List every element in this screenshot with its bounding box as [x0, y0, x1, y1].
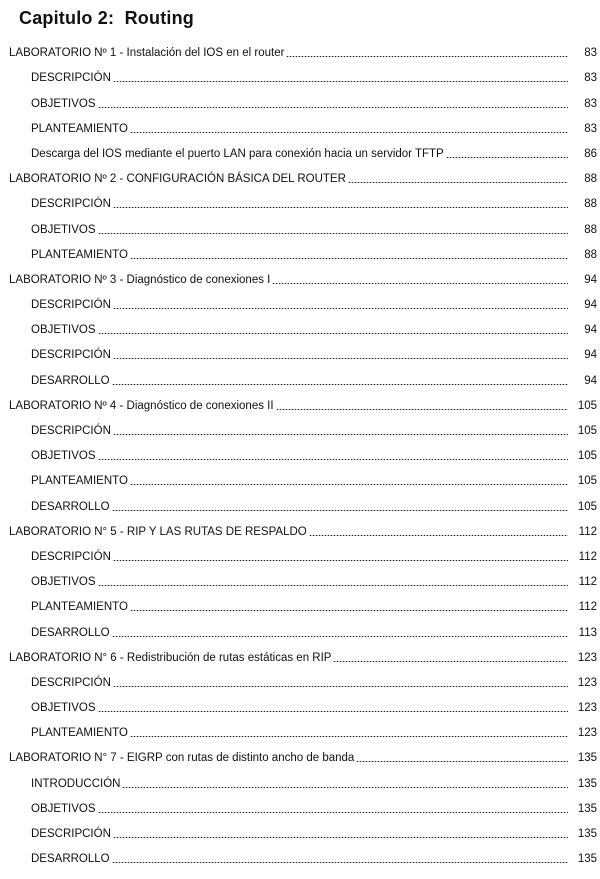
toc-entry-title: LABORATORIO Nº 3 - Diagnóstico de conexiones I — [9, 273, 271, 286]
dot-leader — [348, 182, 568, 183]
toc-entry-page-number: 105 — [577, 450, 597, 463]
toc-section-entry[interactable] — [0, 264, 600, 289]
toc-entry-page-number: 105 — [577, 500, 597, 513]
toc-entry-title: LABORATORIO N° 7 - EIGRP con rutas de distinto ancho de banda — [9, 752, 355, 765]
toc-subsection-entry[interactable] — [0, 440, 600, 465]
toc-entry-page-number: 113 — [578, 626, 597, 639]
toc-entry-title: INTRODUCCIÓN — [31, 777, 121, 790]
toc-entry-page-number: 94 — [584, 299, 597, 312]
toc-entry-page-number: 83 — [584, 122, 597, 135]
dot-leader — [309, 535, 568, 536]
dot-leader — [356, 761, 568, 762]
dot-leader — [112, 510, 568, 511]
dot-leader — [112, 384, 568, 385]
toc-section-entry[interactable] — [0, 516, 600, 541]
toc-entry-title: DESCRIPCIÓN — [31, 198, 111, 211]
dot-leader — [98, 711, 568, 712]
dot-leader — [130, 132, 568, 133]
dot-leader — [130, 610, 568, 611]
dot-leader — [98, 333, 568, 334]
toc-section-entry[interactable] — [0, 37, 600, 62]
toc-entry-title: OBJETIVOS — [31, 702, 96, 715]
chapter-title: Capitulo 2: Routing — [19, 8, 194, 28]
toc-entry-page-number: 88 — [584, 223, 597, 236]
toc-entry-page-number: 123 — [577, 651, 597, 664]
toc-entry-page-number: 135 — [577, 828, 597, 840]
dot-leader — [112, 862, 568, 863]
toc-subsection-entry[interactable] — [0, 692, 600, 717]
toc-section-entry[interactable] — [0, 742, 600, 767]
table-of-contents — [0, 37, 600, 868]
toc-entry-title: PLANTEAMIENTO — [31, 601, 128, 614]
toc-entry-page-number: 135 — [577, 853, 597, 866]
toc-entry-title: DESCRIPCIÓN — [31, 676, 111, 689]
toc-entry-title: PLANTEAMIENTO — [31, 727, 128, 740]
toc-entry-page-number: 123 — [577, 727, 597, 740]
toc-entry-page-number: 112 — [578, 576, 597, 589]
toc-entry-page-number: 86 — [584, 147, 597, 160]
dot-leader — [333, 661, 568, 662]
toc-entry-title: OBJETIVOS — [31, 450, 96, 463]
toc-subsection-entry[interactable] — [0, 843, 600, 868]
toc-entry-page-number: 94 — [584, 349, 597, 362]
toc-entry-title: LABORATORIO N° 5 - RIP Y LAS RUTAS DE RESPALDO — [9, 525, 307, 538]
dot-leader — [130, 736, 568, 737]
toc-entry-page-number: 94 — [584, 273, 597, 286]
toc-entry-title: LABORATORIO Nº 4 - Diagnóstico de conexiones II — [9, 399, 274, 412]
dot-leader — [113, 207, 568, 208]
toc-subsection-entry[interactable] — [0, 566, 600, 591]
toc-section-entry[interactable] — [0, 390, 600, 415]
toc-subsection-entry[interactable] — [0, 415, 600, 440]
toc-entry-page-number: 135 — [577, 752, 597, 765]
toc-subsection-entry[interactable] — [0, 767, 600, 792]
toc-subsection-entry[interactable] — [0, 541, 600, 566]
toc-entry-title: OBJETIVOS — [31, 802, 96, 815]
dot-leader — [112, 636, 568, 637]
toc-entry-title: LABORATORIO Nº 2 - CONFIGURACIÓN BÁSICA DEL ROUTER — [9, 173, 346, 186]
dot-leader — [272, 283, 568, 284]
toc-subsection-entry[interactable] — [0, 138, 600, 163]
toc-entry-title: PLANTEAMIENTO — [31, 248, 128, 261]
toc-entry-title: OBJETIVOS — [31, 324, 96, 337]
toc-entry-title: LABORATORIO Nº 1 - Instalación del IOS en el router — [9, 47, 285, 60]
toc-entry-title: OBJETIVOS — [31, 576, 96, 589]
toc-entry-title: PLANTEAMIENTO — [31, 122, 128, 135]
toc-entry-page-number: 83 — [584, 72, 597, 85]
toc-entry-page-number: 83 — [584, 47, 597, 60]
toc-entry-page-number: 88 — [584, 198, 597, 211]
toc-subsection-entry[interactable] — [0, 364, 600, 389]
dot-leader — [446, 157, 568, 158]
toc-subsection-entry[interactable] — [0, 87, 600, 112]
toc-subsection-entry[interactable] — [0, 289, 600, 314]
toc-entry-page-number: 135 — [577, 802, 597, 815]
toc-entry-page-number: 88 — [584, 173, 597, 186]
toc-entry-page-number: 112 — [578, 601, 597, 614]
toc-entry-page-number: 112 — [578, 550, 597, 563]
toc-entry-title: DESARROLLO — [31, 853, 110, 866]
toc-entry-title: LABORATORIO N° 6 - Redistribución de rutas estáticas en RIP — [9, 651, 332, 664]
toc-subsection-entry[interactable] — [0, 465, 600, 490]
dot-leader — [98, 812, 568, 813]
toc-entry-title: Descarga del IOS mediante el puerto LAN para conexión hacia un servidor TFTP — [31, 147, 444, 160]
dot-leader — [98, 459, 568, 460]
toc-entry-title: DESCRIPCIÓN — [31, 72, 111, 85]
dot-leader — [130, 258, 568, 259]
toc-entry-page-number: 105 — [577, 399, 597, 412]
toc-subsection-entry[interactable] — [0, 239, 600, 264]
toc-subsection-entry[interactable] — [0, 62, 600, 87]
toc-subsection-entry[interactable] — [0, 314, 600, 339]
dot-leader — [98, 233, 568, 234]
toc-subsection-entry[interactable] — [0, 339, 600, 364]
toc-entry-page-number: 105 — [577, 425, 597, 437]
toc-subsection-entry[interactable] — [0, 667, 600, 692]
toc-section-entry[interactable] — [0, 642, 600, 667]
toc-subsection-entry[interactable] — [0, 213, 600, 238]
toc-entry-title: OBJETIVOS — [31, 97, 96, 110]
dot-leader — [130, 484, 568, 485]
toc-entry-title: PLANTEAMIENTO — [31, 475, 128, 488]
toc-subsection-entry[interactable] — [0, 490, 600, 515]
toc-entry-title: DESCRIPCIÓN — [31, 299, 111, 312]
dot-leader — [98, 107, 568, 108]
toc-subsection-entry[interactable] — [0, 188, 600, 213]
toc-entry-page-number: 94 — [584, 324, 597, 337]
dot-leader — [286, 56, 568, 57]
toc-entry-page-number: 135 — [577, 777, 597, 790]
toc-entry-title: DESCRIPCIÓN — [31, 550, 111, 563]
toc-subsection-entry[interactable] — [0, 591, 600, 616]
dot-leader — [113, 560, 568, 561]
toc-entry-page-number: 88 — [584, 248, 597, 261]
dot-leader — [113, 308, 568, 309]
toc-entry-title: DESARROLLO — [31, 500, 110, 513]
dot-leader — [113, 358, 568, 359]
toc-entry-title: DESCRIPCIÓN — [31, 349, 111, 362]
toc-subsection-entry[interactable] — [0, 818, 600, 843]
dot-leader — [122, 787, 568, 788]
toc-subsection-entry[interactable] — [0, 717, 600, 742]
toc-entry-page-number: 83 — [584, 97, 597, 110]
dot-leader — [98, 585, 568, 586]
dot-leader — [113, 686, 568, 687]
toc-entry-title: DESCRIPCIÓN — [31, 828, 111, 840]
dot-leader — [113, 837, 568, 838]
toc-entry-page-number: 105 — [577, 475, 597, 488]
toc-entry-title: OBJETIVOS — [31, 223, 96, 236]
toc-subsection-entry[interactable] — [0, 616, 600, 641]
toc-section-entry[interactable] — [0, 163, 600, 188]
dot-leader — [113, 81, 568, 82]
toc-entry-page-number: 94 — [584, 374, 597, 387]
toc-entry-title: DESARROLLO — [31, 626, 110, 639]
toc-subsection-entry[interactable] — [0, 793, 600, 818]
dot-leader — [113, 434, 568, 435]
toc-subsection-entry[interactable] — [0, 113, 600, 138]
toc-entry-title: DESCRIPCIÓN — [31, 425, 111, 437]
toc-entry-page-number: 123 — [577, 702, 597, 715]
toc-entry-page-number: 123 — [577, 676, 597, 689]
toc-entry-title: DESARROLLO — [31, 374, 110, 387]
toc-entry-page-number: 112 — [578, 525, 597, 538]
dot-leader — [276, 409, 568, 410]
